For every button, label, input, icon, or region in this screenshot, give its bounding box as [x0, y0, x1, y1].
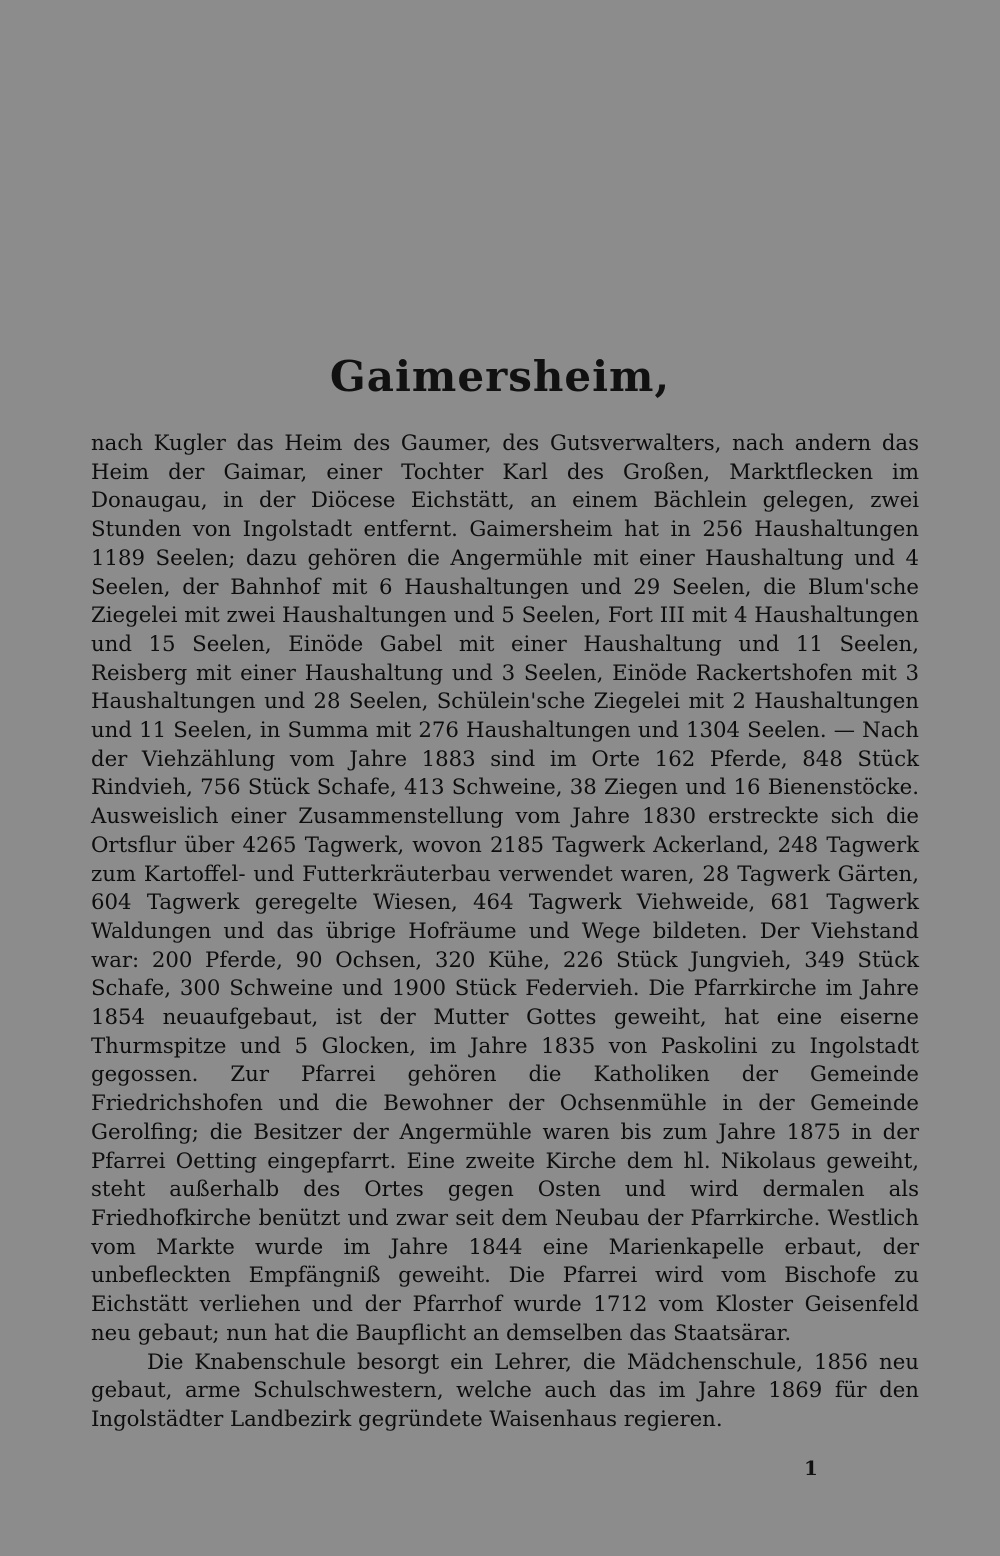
page-number: 1 [804, 1456, 818, 1480]
paragraph-2: Die Knabenschule besorgt ein Lehrer, die Mädchenschule, 1856 neu gebaut, arme Schulschwestern, welche auch das im Jahre 1869 für den Ingolstädter Landbezirk gegründete Waisenhaus regieren. [91, 1349, 919, 1432]
page-title: Gaimersheim, [329, 352, 671, 401]
body-text [91, 430, 919, 1435]
paragraph-1: nach Kugler das Heim des Gaumer, des Gutsverwalters, nach andern das Heim der Gaimar, einer Tochter Karl des Großen, Marktflecken im Donaugau, in der Diöcese Eichstätt, an einem Bächlein gelegen, zwei Stunden von Ingolstadt entfernt. Gaimersheim hat in 256 Haushaltungen 1189 Seelen; dazu gehören die Angermühle mit einer Haushaltung und 4 Seelen, der Bahnhof mit 6 Haushaltungen und 29 Seelen, die Blum'sche Ziegelei mit zwei Haushaltungen und 5 Seelen, Fort III mit 4 Haushaltungen und 15 Seelen, Einöde Gabel mit einer Haushaltung und 11 Seelen, Reisberg mit einer Haushaltung und 3 Seelen, Einöde Rackertshofen mit 3 Haushaltungen und 28 Seelen, Schülein'sche Ziegelei mit 2 Haushaltungen und 11 Seelen, in Summa mit 276 Haushaltungen und 1304 Seelen. — Nach der Viehzählung vom Jahre 1883 sind im Orte 162 Pferde, 848 Stück Rindvieh, 756 Stück Schafe, 413 Schweine, 38 Ziegen und 16 Bienenstöcke. Ausweislich einer Zusammenstellung vom Jahre 1830 erstreckte sich die Ortsflur über 4265 Tagwerk, wovon 2185 Tagwerk Ackerland, 248 Tagwerk zum Kartoffel- und Futterkräuterbau verwendet waren, 28 Tagwerk Gärten, 604 Tagwerk geregelte Wiesen, 464 Tagwerk Viehweide, 681 Tagwerk Waldungen und das übrige Hofräume und Wege bildeten. Der Viehstand war: 200 Pferde, 90 Ochsen, 320 Kühe, 226 Stück Jungvieh, 349 Stück Schafe, 300 Schweine und 1900 Stück Federvieh. Die Pfarrkirche im Jahre 1854 neuaufgebaut, ist der Mutter Gottes geweiht, hat eine eiserne Thurmspitze und 5 Glocken, im Jahre 1835 von Paskolini zu Ingolstadt gegossen. Zur Pfarrei gehören die Katholiken der Gemeinde Friedrichshofen und die Bewohner der Ochsenmühle in der Gemeinde Gerolfing; die Besitzer der Angermühle waren bis zum Jahre 1875 in der Pfarrei Oetting eingepfarrt. Eine zweite Kirche dem hl. Nikolaus geweiht, steht außerhalb des Ortes gegen Osten und wird dermalen als Friedhofkirche benützt und zwar seit dem Neubau der Pfarrkirche. Westlich vom Markte wurde im Jahre 1844 eine Marienkapelle erbaut, der unbefleckten Empfängniß geweiht. Die Pfarrei wird vom Bischofe zu Eichstätt verliehen und der Pfarrhof wurde 1712 vom Kloster Geisenfeld neu gebaut; nun hat die Baupflicht an demselben das Staatsärar. [91, 431, 919, 1346]
